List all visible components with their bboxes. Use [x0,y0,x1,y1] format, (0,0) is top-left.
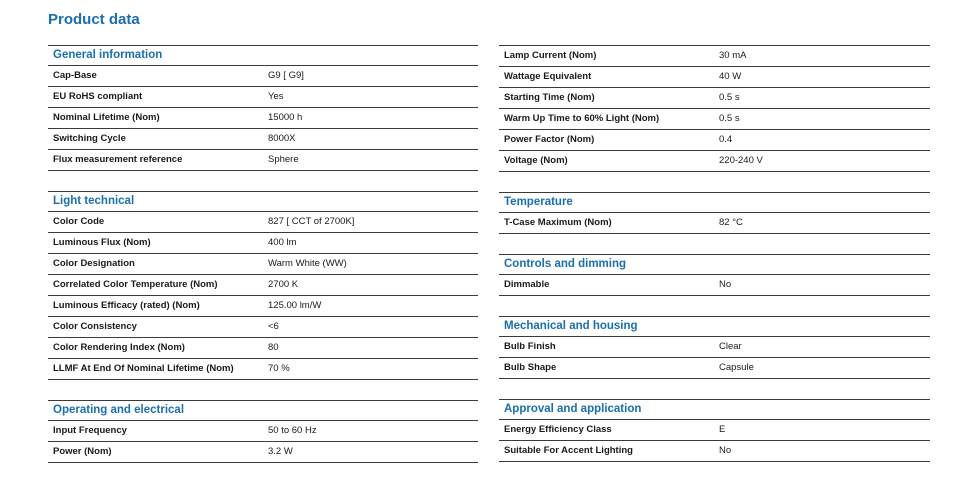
row-value: G9 [ G9] [268,70,304,81]
row-label: Suitable For Accent Lighting [504,445,633,456]
row-label: Power (Nom) [53,446,112,457]
row-value: 0.4 [719,134,733,145]
row-value: 3.2 W [268,446,293,457]
row-value: E [719,424,726,435]
row-value: 8000X [268,133,296,144]
row-value: 30 mA [719,50,747,61]
section-heading: Approval and application [499,399,930,420]
row-value: 2700 K [268,279,299,290]
section-heading: Controls and dimming [499,254,930,275]
row-label: Color Rendering Index (Nom) [53,342,185,353]
row-value: 827 [ CCT of 2700K] [268,216,355,227]
table-row [48,275,478,296]
row-value: 50 to 60 Hz [268,425,317,436]
table-row [499,441,930,462]
table-row [48,317,478,338]
row-label: Warm Up Time to 60% Light (Nom) [504,113,660,124]
row-label: Input Frequency [53,425,127,436]
row-value: 125.00 lm/W [268,300,322,311]
section-heading: Temperature [499,192,930,213]
table-row [499,358,930,379]
table-row [499,275,930,296]
row-label: Starting Time (Nom) [504,92,595,103]
table-row [48,359,478,380]
row-value: No [719,279,732,290]
row-value: 70 % [268,363,290,374]
page-title: Product data [48,11,140,28]
row-label: Correlated Color Temperature (Nom) [53,279,218,290]
table-row [48,87,478,108]
row-value: 0.5 s [719,113,740,124]
table-row [499,213,930,234]
row-value: 40 W [719,71,742,82]
table-row [499,88,930,109]
row-label: T-Case Maximum (Nom) [504,217,612,228]
table-row [499,109,930,130]
row-label: Flux measurement reference [53,154,183,165]
table-row [48,254,478,275]
table-row [48,233,478,254]
table-row [48,338,478,359]
row-label: Bulb Shape [504,362,557,373]
row-label: Voltage (Nom) [504,155,568,166]
row-label: EU RoHS compliant [53,91,143,102]
table-row [48,108,478,129]
section-heading: Operating and electrical [48,400,478,421]
row-value: Sphere [268,154,299,165]
row-value: <6 [268,321,279,332]
left-column [48,45,478,463]
table-row [499,151,930,172]
row-label: Wattage Equivalent [504,71,592,82]
section-heading: Mechanical and housing [499,316,930,337]
row-label: Luminous Efficacy (rated) (Nom) [53,300,200,311]
row-value: 80 [268,342,279,353]
table-row [499,337,930,358]
table-row [48,421,478,442]
table-row [499,130,930,151]
table-row [48,150,478,171]
table-row [48,212,478,233]
row-value: Clear [719,341,742,352]
table-row [48,296,478,317]
row-label: LLMF At End Of Nominal Lifetime (Nom) [53,363,234,374]
row-label: Switching Cycle [53,133,126,144]
row-value: 400 lm [268,237,297,248]
row-label: Energy Efficiency Class [504,424,612,435]
table-row [48,66,478,87]
row-label: Bulb Finish [504,341,556,352]
row-label: Power Factor (Nom) [504,134,595,145]
row-value: 220-240 V [719,155,763,166]
row-value: Warm White (WW) [268,258,347,269]
row-label: Color Code [53,216,105,227]
row-label: Lamp Current (Nom) [504,50,597,61]
table-row [499,420,930,441]
row-label: Cap-Base [53,70,97,81]
row-label: Luminous Flux (Nom) [53,237,151,248]
row-label: Color Designation [53,258,135,269]
right-column [499,45,930,462]
row-value: Yes [268,91,284,102]
row-value: Capsule [719,362,754,373]
section-heading: General information [48,45,478,66]
row-label: Color Consistency [53,321,137,332]
table-row [499,45,930,67]
row-value: 82 °C [719,217,743,228]
row-label: Nominal Lifetime (Nom) [53,112,160,123]
row-value: 0.5 s [719,92,740,103]
row-value: 15000 h [268,112,303,123]
section-heading: Light technical [48,191,478,212]
row-label: Dimmable [504,279,550,290]
table-row [48,129,478,150]
table-row [48,442,478,463]
row-value: No [719,445,732,456]
table-row [499,67,930,88]
